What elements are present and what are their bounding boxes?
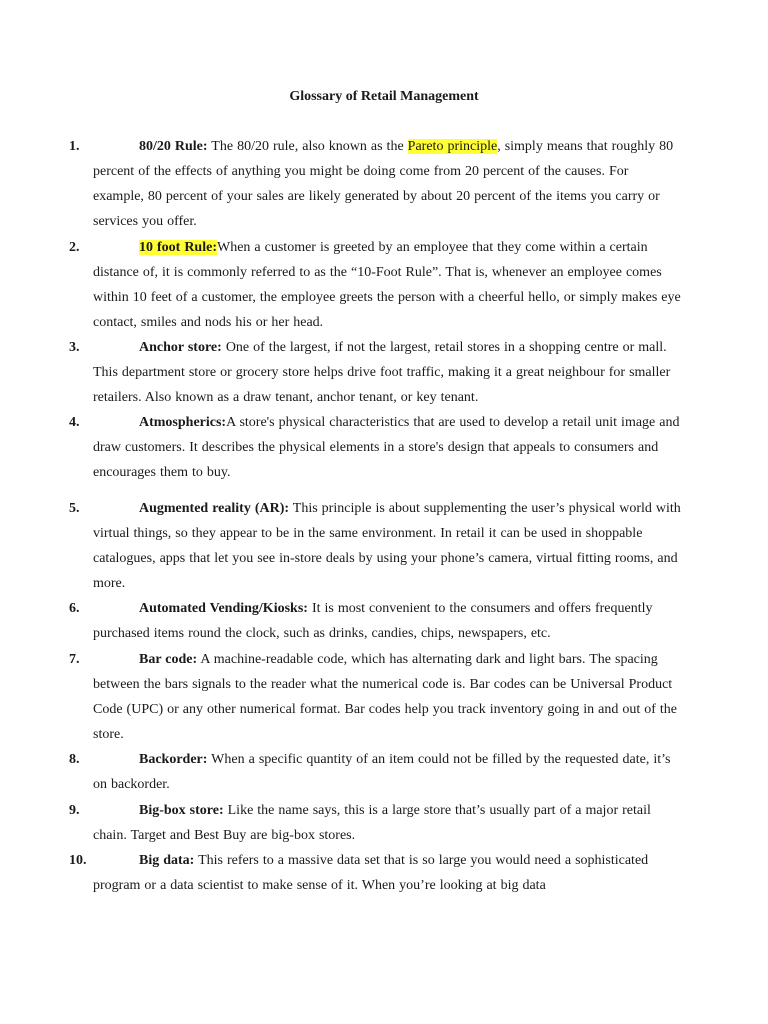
entry-body: [93, 798, 683, 848]
entry-text: When a specific quantity of an item could not be filled by the requested date, it’s on backorder.: [93, 752, 671, 792]
entry-text-lead: The 80/20 rule, also known as the: [207, 139, 408, 154]
entry-body: [93, 235, 683, 335]
highlighted-phrase: Pareto principle: [407, 139, 498, 154]
entry-text: , simply means that roughly 80 percent of the effects of anything you might be doing come from 20 percent of the causes. For example, 80 percent of your sales are likely generated by about 20 percent of the items you carry or services you offer.: [93, 139, 674, 229]
entry-term: Anchor store:: [139, 340, 222, 355]
entry-body: [93, 496, 683, 596]
entry-body: [93, 747, 683, 797]
entry-number: 3.: [69, 340, 80, 355]
entry-body: [93, 596, 683, 646]
entry-text: This principle is about supplementing the user’s physical world with virtual things, so they appear to be in the same environment. In retail it can be used in shoppable catalogues, apps that let you see in-store deals by using your phone’s camera, virtual fitting rooms, and more.: [93, 501, 681, 591]
entry-text: Like the name says, this is a large store that’s usually part of a major retail chain. Target and Best Buy are big-box stores.: [93, 803, 651, 843]
entry-text: This refers to a massive data set that is so large you would need a sophisticated program or a data scientist to make sense of it. When you’re looking at big data: [93, 853, 649, 893]
entry-body: [93, 848, 683, 898]
entry-text: A machine-readable code, which has alternating dark and light bars. The spacing between the bars signals to the reader what the numerical code is. Bar codes can be Universal Product Code (UPC) or any other numerical format. Bar codes help you track inventory going in and out of the store.: [93, 652, 678, 742]
entry-number: 6.: [69, 601, 80, 616]
entry-term: 80/20 Rule:: [139, 139, 208, 154]
entry-body: [93, 410, 683, 485]
entry-number: 5.: [69, 501, 80, 516]
entry-term-highlighted: 10 foot Rule:: [139, 240, 217, 255]
entry-term: Big data:: [139, 853, 195, 868]
entry-number: 2.: [69, 240, 80, 255]
entry-term: Augmented reality (AR):: [139, 501, 290, 516]
entry-term: Atmospherics:: [139, 415, 227, 430]
entry-term: Big-box store:: [139, 803, 224, 818]
entry-body: [93, 134, 683, 234]
entry-text: It is most convenient to the consumers and offers frequently purchased items round the clock, such as drinks, candies, chips, newspapers, etc.: [93, 601, 653, 641]
entry-text: A store's physical characteristics that are used to develop a retail unit image and draw customers. It describes the physical elements in a store's design that appeals to consumers and encourages them to buy.: [93, 415, 680, 480]
entry-text: One of the largest, if not the largest, retail stores in a shopping centre or mall. This department store or grocery store helps drive foot traffic, making it a great neighbour for smaller retailers. Also known as a draw tenant, anchor tenant, or key tenant.: [93, 340, 671, 405]
entry-body: [93, 335, 683, 410]
entry-number: 8.: [69, 752, 80, 767]
entry-number: 9.: [69, 803, 80, 818]
document-title: Glossary of Retail Management: [289, 89, 479, 104]
entry-term: Automated Vending/Kiosks:: [139, 601, 308, 616]
entry-number: 1.: [69, 139, 80, 154]
entry-term: Backorder:: [139, 752, 208, 767]
entry-number: 10.: [69, 853, 87, 868]
entry-text: When a customer is greeted by an employee that they come within a certain distance of, it is commonly referred to as the “10-Foot Rule”. That is, whenever an employee comes within 10 feet of a customer, the employee greets the person with a cheerful hello, or simply makes eye contact, smiles and nods his or her head.: [93, 240, 681, 330]
entry-term: Bar code:: [139, 652, 198, 667]
entry-number: 7.: [69, 652, 80, 667]
entry-body: [93, 647, 683, 747]
entry-number: 4.: [69, 415, 80, 430]
